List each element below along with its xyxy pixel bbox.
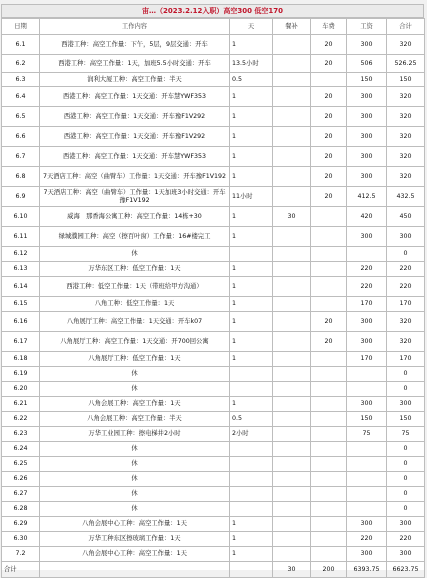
cell-total: 150 (387, 412, 425, 427)
cell-total: 432.5 (387, 187, 425, 207)
cell-fare: 20 (311, 147, 347, 167)
table-row (2, 107, 425, 127)
total-wage: 6393.75 (347, 562, 387, 578)
cell-day: 1 (230, 35, 273, 55)
cell-work: 西港工种：高空工作量：1天交通：开车豫F1V292 (40, 107, 230, 127)
cell-fare: 20 (311, 107, 347, 127)
sheet-title: 宙…（2023.2.12入职）高空300 低空170 (1, 4, 424, 18)
cell-meal (273, 87, 311, 107)
cell-wage: 75 (347, 427, 387, 442)
table-row (2, 87, 425, 107)
cell-meal (273, 427, 311, 442)
table-row (2, 167, 425, 187)
cell-fare (311, 442, 347, 457)
cell-work: 休 (40, 442, 230, 457)
cell-date: 6.7 (2, 147, 40, 167)
cell-meal (273, 517, 311, 532)
table-row (2, 297, 425, 312)
cell-meal (273, 332, 311, 352)
cell-wage (347, 442, 387, 457)
cell-day: 1 (230, 312, 273, 332)
cell-total: 0 (387, 382, 425, 397)
cell-fare (311, 352, 347, 367)
cell-work: 万华工种东区擦玻璃工作量：1天 (40, 532, 230, 547)
cell-fare (311, 457, 347, 472)
cell-wage (347, 472, 387, 487)
cell-meal (273, 457, 311, 472)
cell-total: 0 (387, 502, 425, 517)
cell-date: 6.20 (2, 382, 40, 397)
total-total: 6623.75 (387, 562, 425, 578)
cell-meal (273, 35, 311, 55)
cell-wage: 300 (347, 127, 387, 147)
table-row (2, 35, 425, 55)
table-row (2, 127, 425, 147)
cell-date: 6.10 (2, 207, 40, 227)
cell-work: 八角会展工种：高空工作量：半天 (40, 412, 230, 427)
cell-day: 0.5 (230, 412, 273, 427)
cell-date: 6.30 (2, 532, 40, 547)
cell-fare: 20 (311, 127, 347, 147)
cell-work: 休 (40, 457, 230, 472)
cell-work: 润利大厦工种：高空工作量：半天 (40, 73, 230, 87)
cell-fare (311, 207, 347, 227)
cell-wage: 170 (347, 297, 387, 312)
cell-day (230, 247, 273, 262)
total-fare: 200 (311, 562, 347, 578)
cell-day: 1 (230, 207, 273, 227)
payroll-table (1, 18, 425, 578)
cell-fare (311, 247, 347, 262)
cell-work: 休 (40, 382, 230, 397)
cell-fare: 20 (311, 35, 347, 55)
cell-work: 八角会展中心工种：高空工作量：1天 (40, 517, 230, 532)
cell-day: 1 (230, 297, 273, 312)
cell-day (230, 502, 273, 517)
cell-date: 6.4 (2, 87, 40, 107)
table-row (2, 487, 425, 502)
cell-fare: 20 (311, 332, 347, 352)
cell-wage: 150 (347, 73, 387, 87)
cell-wage: 300 (347, 107, 387, 127)
header-wage: 工资 (347, 19, 387, 35)
cell-date: 6.18 (2, 352, 40, 367)
cell-meal (273, 442, 311, 457)
cell-day: 1 (230, 167, 273, 187)
cell-total: 320 (387, 167, 425, 187)
cell-meal (273, 247, 311, 262)
cell-wage: 220 (347, 262, 387, 277)
table-row (2, 73, 425, 87)
cell-total: 0 (387, 457, 425, 472)
cell-total: 170 (387, 352, 425, 367)
cell-meal (273, 55, 311, 73)
cell-total: 320 (387, 35, 425, 55)
cell-wage: 170 (347, 352, 387, 367)
cell-wage: 220 (347, 277, 387, 297)
cell-meal (273, 147, 311, 167)
cell-day (230, 382, 273, 397)
cell-date: 6.11 (2, 227, 40, 247)
cell-date: 6.22 (2, 412, 40, 427)
table-row (2, 247, 425, 262)
cell-fare (311, 412, 347, 427)
cell-day (230, 442, 273, 457)
cell-work: 7天酒店工种：高空（曲臂车）工作量：1天加班3小时交通：开车豫F1V192 (40, 187, 230, 207)
cell-wage (347, 457, 387, 472)
table-row (2, 352, 425, 367)
cell-work: 八角会展中心工种：高空工作量：1天 (40, 547, 230, 562)
cell-meal (273, 352, 311, 367)
cell-total: 0 (387, 247, 425, 262)
table-row (2, 472, 425, 487)
cell-date: 7.2 (2, 547, 40, 562)
cell-fare (311, 547, 347, 562)
payroll-sheet (1, 4, 424, 573)
cell-day (230, 472, 273, 487)
cell-date: 6.5 (2, 107, 40, 127)
cell-meal (273, 367, 311, 382)
table-row (2, 277, 425, 297)
cell-date: 6.21 (2, 397, 40, 412)
cell-work: 西港工种：高空工作量：1天交通：开车慧YWF353 (40, 147, 230, 167)
cell-date: 6.26 (2, 472, 40, 487)
cell-date: 6.16 (2, 312, 40, 332)
cell-date: 6.9 (2, 187, 40, 207)
cell-fare (311, 487, 347, 502)
cell-date: 6.24 (2, 442, 40, 457)
header-meal: 餐补 (273, 19, 311, 35)
cell-day: 1 (230, 532, 273, 547)
table-row (2, 227, 425, 247)
table-row (2, 442, 425, 457)
cell-wage: 300 (347, 227, 387, 247)
cell-day (230, 457, 273, 472)
cell-work: 西港工种：高空工作量：1天，加班5.5小时交通：开车 (40, 55, 230, 73)
cell-work: 西港工种：低空工作量：1天（带班给甲方沟通） (40, 277, 230, 297)
table-row (2, 502, 425, 517)
cell-wage: 506 (347, 55, 387, 73)
cell-total: 0 (387, 442, 425, 457)
cell-meal (273, 547, 311, 562)
cell-day (230, 487, 273, 502)
cell-date: 6.2 (2, 55, 40, 73)
cell-fare (311, 427, 347, 442)
cell-date: 6.6 (2, 127, 40, 147)
cell-date: 6.1 (2, 35, 40, 55)
cell-total: 220 (387, 532, 425, 547)
cell-work: 休 (40, 367, 230, 382)
cell-wage (347, 487, 387, 502)
cell-total: 150 (387, 73, 425, 87)
cell-wage: 300 (347, 332, 387, 352)
cell-work: 万华工业园工种：擦电梯井2小时 (40, 427, 230, 442)
cell-date: 6.14 (2, 277, 40, 297)
cell-work: 西港工种：高空工作量：下午，5层，9层交通：开车 (40, 35, 230, 55)
cell-day: 1 (230, 227, 273, 247)
cell-date: 6.13 (2, 262, 40, 277)
cell-wage (347, 367, 387, 382)
cell-wage (347, 247, 387, 262)
table-row (2, 532, 425, 547)
cell-wage: 300 (347, 87, 387, 107)
cell-wage: 300 (347, 397, 387, 412)
cell-meal (273, 412, 311, 427)
table-row (2, 312, 425, 332)
cell-total: 0 (387, 367, 425, 382)
cell-wage: 300 (347, 547, 387, 562)
table-row (2, 55, 425, 73)
cell-fare: 20 (311, 167, 347, 187)
cell-date: 6.8 (2, 167, 40, 187)
header-row (2, 19, 425, 35)
cell-day: 1 (230, 127, 273, 147)
cell-work: 休 (40, 247, 230, 262)
cell-work: 八角会展工种：高空工作量：1天 (40, 397, 230, 412)
cell-day: 1 (230, 517, 273, 532)
cell-day: 1 (230, 547, 273, 562)
cell-total: 320 (387, 147, 425, 167)
cell-wage: 412.5 (347, 187, 387, 207)
header-date: 日期 (2, 19, 40, 35)
cell-wage: 300 (347, 312, 387, 332)
cell-meal (273, 107, 311, 127)
cell-total: 320 (387, 332, 425, 352)
cell-fare: 20 (311, 87, 347, 107)
cell-day: 1 (230, 352, 273, 367)
cell-work: 休 (40, 502, 230, 517)
cell-work: 西港工种：高空工作量：1天交通：开车豫F1V292 (40, 127, 230, 147)
cell-total: 450 (387, 207, 425, 227)
table-row (2, 367, 425, 382)
cell-work: 万华东区工种：低空工作量：1天 (40, 262, 230, 277)
cell-meal (273, 297, 311, 312)
cell-total: 0 (387, 487, 425, 502)
cell-day: 1 (230, 262, 273, 277)
table-row (2, 517, 425, 532)
cell-fare: 20 (311, 187, 347, 207)
cell-total: 75 (387, 427, 425, 442)
header-work: 工作内容 (40, 19, 230, 35)
cell-date: 6.15 (2, 297, 40, 312)
table-row (2, 382, 425, 397)
cell-wage: 420 (347, 207, 387, 227)
cell-day: 1 (230, 332, 273, 352)
cell-work: 八角工种：低空工作量：1天 (40, 297, 230, 312)
cell-total: 220 (387, 262, 425, 277)
cell-date: 6.17 (2, 332, 40, 352)
cell-work: 7天酒店工种：高空（曲臂车）工作量：1天交通：开车豫F1V192 (40, 167, 230, 187)
cell-fare (311, 277, 347, 297)
cell-work: 休 (40, 472, 230, 487)
cell-meal (273, 532, 311, 547)
total-empty-1 (40, 562, 230, 578)
cell-day: 1 (230, 147, 273, 167)
header-total: 合计 (387, 19, 425, 35)
cell-wage: 300 (347, 167, 387, 187)
cell-work: 八角展厅工种：高空工作量：1天交通：开700回公寓 (40, 332, 230, 352)
cell-meal (273, 73, 311, 87)
cell-fare (311, 73, 347, 87)
cell-work: 威海 那香海公寓工种：高空工作量：14栋+30 (40, 207, 230, 227)
cell-wage: 220 (347, 532, 387, 547)
cell-meal (273, 487, 311, 502)
cell-day: 1 (230, 277, 273, 297)
cell-day: 13.5小时 (230, 55, 273, 73)
table-row (2, 187, 425, 207)
cell-meal (273, 397, 311, 412)
cell-meal (273, 277, 311, 297)
totals-row (2, 562, 425, 578)
cell-total: 320 (387, 87, 425, 107)
cell-date: 6.27 (2, 487, 40, 502)
cell-wage: 300 (347, 147, 387, 167)
cell-meal (273, 502, 311, 517)
cell-fare (311, 532, 347, 547)
cell-work: 休 (40, 487, 230, 502)
cell-work: 西港工种：高空工作量：1天交通：开车慧YWF353 (40, 87, 230, 107)
cell-date: 6.19 (2, 367, 40, 382)
cell-total: 320 (387, 107, 425, 127)
cell-total: 300 (387, 547, 425, 562)
cell-fare (311, 397, 347, 412)
table-row (2, 207, 425, 227)
cell-fare (311, 227, 347, 247)
cell-day: 11小时 (230, 187, 273, 207)
table-row (2, 547, 425, 562)
cell-fare: 20 (311, 55, 347, 73)
cell-work: 八角展厅工种：高空工作量：1天交通：开车k07 (40, 312, 230, 332)
cell-fare (311, 517, 347, 532)
cell-date: 6.12 (2, 247, 40, 262)
cell-total: 300 (387, 397, 425, 412)
header-fare: 车费 (311, 19, 347, 35)
header-day: 天 (230, 19, 273, 35)
cell-meal (273, 382, 311, 397)
total-label: 合计 (2, 562, 40, 578)
cell-fare (311, 382, 347, 397)
cell-total: 0 (387, 472, 425, 487)
cell-day: 1 (230, 107, 273, 127)
cell-day: 2小时 (230, 427, 273, 442)
cell-wage: 150 (347, 412, 387, 427)
table-row (2, 147, 425, 167)
cell-total: 220 (387, 277, 425, 297)
cell-work: 绿城濮园工种：高空（擦百叶窗）工作量：16#楼完工 (40, 227, 230, 247)
cell-total: 170 (387, 297, 425, 312)
table-row (2, 332, 425, 352)
cell-meal (273, 187, 311, 207)
total-meal: 30 (273, 562, 311, 578)
cell-fare: 20 (311, 312, 347, 332)
cell-date: 6.25 (2, 457, 40, 472)
cell-wage: 300 (347, 517, 387, 532)
cell-date: 6.28 (2, 502, 40, 517)
cell-day: 1 (230, 397, 273, 412)
cell-fare (311, 502, 347, 517)
cell-total: 300 (387, 227, 425, 247)
table-row (2, 412, 425, 427)
cell-fare (311, 472, 347, 487)
cell-total: 320 (387, 127, 425, 147)
table-row (2, 427, 425, 442)
cell-work: 八角展厅工种：低空工作量：1天 (40, 352, 230, 367)
cell-meal (273, 312, 311, 332)
table-row (2, 397, 425, 412)
cell-date: 6.3 (2, 73, 40, 87)
cell-day: 1 (230, 87, 273, 107)
cell-meal: 30 (273, 207, 311, 227)
cell-meal (273, 227, 311, 247)
cell-meal (273, 167, 311, 187)
cell-wage (347, 502, 387, 517)
table-row (2, 457, 425, 472)
cell-fare (311, 367, 347, 382)
cell-wage: 300 (347, 35, 387, 55)
cell-meal (273, 127, 311, 147)
cell-total: 526.25 (387, 55, 425, 73)
cell-date: 6.23 (2, 427, 40, 442)
cell-fare (311, 262, 347, 277)
cell-meal (273, 472, 311, 487)
cell-day: 0.5 (230, 73, 273, 87)
table-row (2, 262, 425, 277)
cell-date: 6.29 (2, 517, 40, 532)
cell-day (230, 367, 273, 382)
cell-total: 320 (387, 312, 425, 332)
cell-fare (311, 297, 347, 312)
total-empty-2 (230, 562, 273, 578)
cell-total: 300 (387, 517, 425, 532)
cell-meal (273, 262, 311, 277)
cell-wage (347, 382, 387, 397)
